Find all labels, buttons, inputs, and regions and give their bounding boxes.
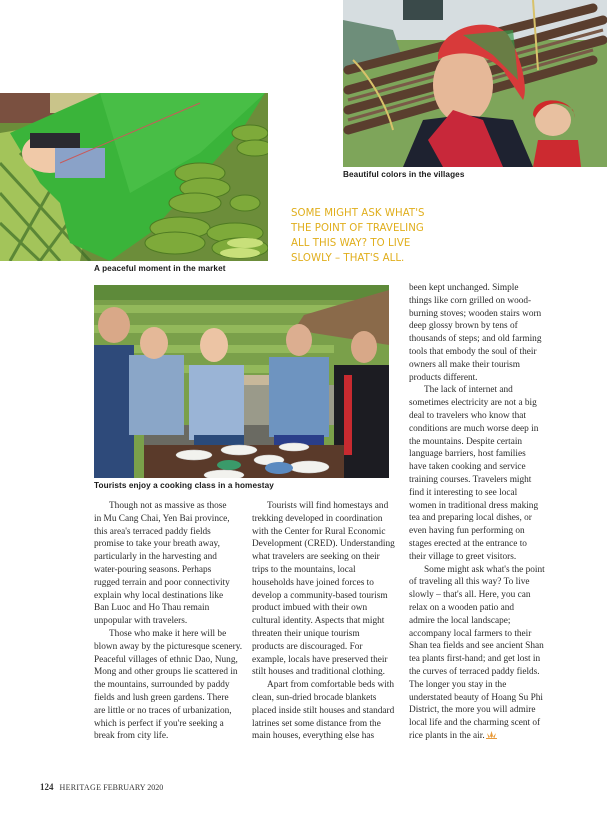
- article-text-line: promise to take your breath away,: [94, 539, 220, 550]
- article-text-line: are little or no traces of urbanization,: [94, 705, 232, 716]
- article-text-line: The longer you stay in the: [409, 679, 507, 690]
- article-text-line: with the Center for Rural Economic: [252, 526, 386, 537]
- article-text-line: women in traditional dress making: [409, 500, 539, 511]
- article-text-line: water-pouring seasons. Perhaps: [94, 564, 212, 575]
- article-text-line: tea and preparing local dishes, or: [409, 513, 532, 524]
- article-text-line: main houses, everything else has: [252, 731, 375, 742]
- hammock-banana-image: [0, 93, 268, 261]
- page-number: 124: [40, 782, 54, 792]
- article-text-line: what travelers are seeking on their: [252, 552, 380, 563]
- caption-market: A peaceful moment in the market: [94, 264, 226, 273]
- article-column-1: [94, 500, 246, 743]
- article-text-line: Apart from comfortable beds with: [267, 680, 395, 691]
- article-text-line: Tourists will find homestays and: [267, 501, 389, 511]
- article-text-line: Peaceful villages of ethnic Dao, Nung,: [94, 654, 238, 665]
- article-text-line: break from city life.: [94, 731, 169, 742]
- article-text-line: admire the local landscape;: [409, 615, 511, 626]
- article-text-line: conditions are much worse deep in: [409, 423, 539, 434]
- article-text-line: the mountains. Despite certain: [409, 436, 523, 447]
- pull-quote-line: SOME MIGHT ASK WHAT'S: [291, 208, 425, 219]
- article-text-line: tools that embody the soul of their: [409, 346, 537, 357]
- article-text-line: threaten their unique tourism: [252, 628, 360, 639]
- article-text-line: example, locals have preserved their: [252, 654, 388, 665]
- article-text-line: clean, sun-dried brocade blankets: [252, 692, 377, 703]
- article-text-line: have taken cooking and service: [409, 462, 526, 473]
- article-text-line: local life and the charming scent of: [409, 718, 541, 729]
- article-text-line: develop a community-based tourism: [252, 590, 388, 601]
- article-text-line: language barriers, host families: [409, 449, 526, 460]
- article-text-line: Those who make it here will be: [109, 628, 227, 639]
- article-text-line: fields and lush green gardens. There: [94, 692, 229, 703]
- article-text-line: of traveling all this way? To live: [409, 577, 530, 588]
- article-text-line: particularly in the harvesting and: [94, 552, 217, 563]
- article-text-line: slowly – that's all. Here, you can: [409, 590, 531, 601]
- magazine-name: HERITAGE: [59, 783, 102, 792]
- page-footer: [40, 782, 163, 792]
- article-text-line: burning stoves; wooden stairs worn: [409, 308, 542, 319]
- pull-quote-line: THE POINT OF TRAVELING: [291, 223, 424, 234]
- caption-cooking: Tourists enjoy a cooking class in a homestay: [94, 481, 274, 490]
- article-text-line: even having fun performing on: [409, 526, 525, 537]
- article-text-line: their village to greet visitors.: [409, 551, 517, 562]
- article-text-line: sometimes electricity are not a big: [409, 398, 537, 409]
- article-text-line: Some might ask what's the point: [424, 564, 545, 575]
- photo-cooking-class: [94, 285, 389, 478]
- article-text-line: District, the more you will admire: [409, 705, 536, 716]
- article-text-line: things like corn grilled on wood-: [409, 295, 532, 306]
- article-text-line: blown away by the picturesque scenery.: [94, 641, 243, 652]
- article-text-line: product imbued with their own: [252, 603, 368, 614]
- article-text-line: The lack of internet and: [424, 385, 513, 396]
- article-text-line: latrines set some distance from the: [252, 718, 381, 729]
- article-text-line: rice plants in the air.: [409, 730, 485, 741]
- article-text-line: tea plants first-hand; and get lost in: [409, 654, 541, 665]
- article-column-3: [409, 282, 561, 744]
- article-text-line: unpopular with travelers.: [94, 616, 188, 627]
- pull-quote-line: SLOWLY – THAT'S ALL.: [291, 253, 405, 264]
- issue-date: FEBRUARY 2020: [103, 783, 164, 792]
- article-text-line: the curves of terraced paddy fields.: [409, 666, 540, 677]
- article-text-line: understated beauty of Hoang Su Phi: [409, 692, 544, 703]
- pull-quote-line: ALL THIS WAY? TO LIVE: [291, 238, 411, 249]
- article-text-line: owners all make their tourism: [409, 359, 521, 370]
- article-text-line: Development (CRED). Understanding: [252, 539, 395, 550]
- article-text-line: the mountains, surrounded by paddy: [94, 680, 230, 691]
- lotus-endmark-icon: [486, 731, 497, 744]
- article-text-line: relax on a wooden patio and: [409, 602, 515, 613]
- article-text-line: products are discouraged. For: [252, 641, 363, 652]
- article-text-line: Ban Luoc and Ho Thau remain: [94, 603, 210, 614]
- article-text-line: trekking developed in coordination: [252, 513, 383, 524]
- cooking-class-image: [94, 285, 389, 478]
- article-text-line: cultural identity. Aspects that might: [252, 616, 385, 627]
- article-column-2: [252, 500, 404, 743]
- article-text-line: deal to travelers who know that: [409, 410, 526, 421]
- article-text-line: households have joined forces to: [252, 577, 374, 588]
- article-text-line: explain why local destinations like: [94, 590, 224, 601]
- article-text-line: deep glossy brown by tens of: [409, 321, 518, 332]
- article-text-line: been kept unchanged. Simple: [409, 283, 519, 293]
- article-text-line: Mong and other groups lie scattered in: [94, 667, 238, 678]
- pull-quote: [291, 206, 481, 266]
- article-text-line: stilt houses and traditional clothing.: [252, 667, 385, 678]
- article-text-line: Shan tea fields and see ancient Shan: [409, 641, 544, 652]
- article-text-line: products different.: [409, 372, 478, 383]
- article-text-line: accompany local farmers to their: [409, 628, 532, 639]
- article-text-line: thousands of steps; and old farming: [409, 334, 542, 345]
- article-text-line: in Mu Cang Chai, Yen Bai province,: [94, 513, 230, 524]
- article-text-line: trips to the mountains, local: [252, 564, 356, 575]
- caption-village: Beautiful colors in the villages: [343, 170, 465, 179]
- article-text-line: find it interesting to see local: [409, 487, 518, 498]
- article-text-line: training courses. Travelers might: [409, 474, 532, 485]
- article-text-line: this area's terraced paddy fields: [94, 526, 211, 537]
- village-woman-image: [343, 0, 607, 167]
- article-text-line: placed inside stilt houses and standard: [252, 705, 395, 716]
- photo-market-hammock: [0, 93, 268, 261]
- article-text-line: Though not as massive as those: [109, 501, 227, 511]
- article-text-line: which is perfect if you're seeking a: [94, 718, 224, 729]
- photo-village-woman: [343, 0, 607, 167]
- article-text-line: stages erected at the entrance to: [409, 538, 527, 549]
- article-text-line: rugged terrain and poor connectivity: [94, 577, 230, 588]
